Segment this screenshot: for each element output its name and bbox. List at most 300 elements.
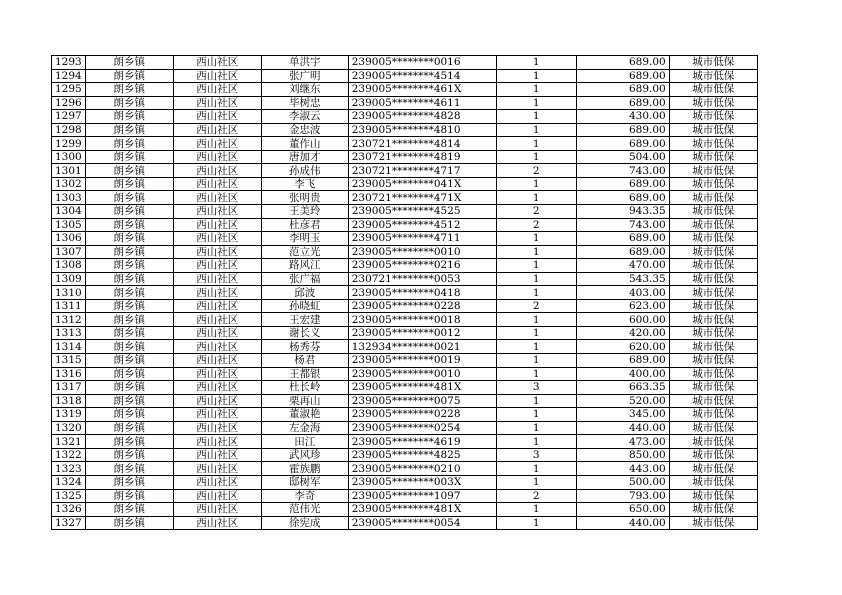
name-cell: 霍族鹏 xyxy=(261,462,348,476)
id-number-cell: 239005********4514 xyxy=(348,69,496,83)
household-count-cell: 1 xyxy=(496,259,576,273)
name-cell: 栗再山 xyxy=(261,394,348,408)
community-cell: 西山社区 xyxy=(173,489,261,503)
community-cell: 西山社区 xyxy=(173,354,261,368)
id-number-cell: 239005********4611 xyxy=(348,96,496,110)
community-cell: 西山社区 xyxy=(173,191,261,205)
id-number-cell: 239005********4825 xyxy=(348,448,496,462)
amount-cell: 689.00 xyxy=(576,96,669,110)
household-count-cell: 2 xyxy=(496,299,576,313)
town-cell: 朗乡镇 xyxy=(85,150,173,164)
town-cell: 朗乡镇 xyxy=(85,83,173,97)
assistance-type-cell: 城市低保 xyxy=(669,367,757,381)
assistance-type-cell: 城市低保 xyxy=(669,218,757,232)
table-row xyxy=(52,177,758,191)
id-number-cell: 239005********0010 xyxy=(348,245,496,259)
table-row xyxy=(52,516,758,530)
row-number-cell: 1314 xyxy=(52,340,86,354)
table-row xyxy=(52,394,758,408)
household-count-cell: 1 xyxy=(496,516,576,530)
row-number-cell: 1318 xyxy=(52,394,86,408)
table-row xyxy=(52,96,758,110)
household-count-cell: 1 xyxy=(496,137,576,151)
row-number-cell: 1319 xyxy=(52,408,86,422)
community-cell: 西山社区 xyxy=(173,83,261,97)
town-cell: 朗乡镇 xyxy=(85,286,173,300)
id-number-cell: 239005********0012 xyxy=(348,326,496,340)
assistance-type-cell: 城市低保 xyxy=(669,448,757,462)
row-number-cell: 1294 xyxy=(52,69,86,83)
table-row xyxy=(52,164,758,178)
community-cell: 西山社区 xyxy=(173,448,261,462)
household-count-cell: 1 xyxy=(496,191,576,205)
table-row xyxy=(52,299,758,313)
community-cell: 西山社区 xyxy=(173,205,261,219)
community-cell: 西山社区 xyxy=(173,475,261,489)
id-number-cell: 230721********4819 xyxy=(348,150,496,164)
household-count-cell: 1 xyxy=(496,394,576,408)
town-cell: 朗乡镇 xyxy=(85,96,173,110)
table-row xyxy=(52,421,758,435)
assistance-type-cell: 城市低保 xyxy=(669,435,757,449)
household-count-cell: 1 xyxy=(496,123,576,137)
welfare-recipient-table xyxy=(51,55,758,530)
community-cell: 西山社区 xyxy=(173,110,261,124)
id-number-cell: 239005********481X xyxy=(348,381,496,395)
town-cell: 朗乡镇 xyxy=(85,475,173,489)
amount-cell: 743.00 xyxy=(576,218,669,232)
id-number-cell: 230721********4814 xyxy=(348,137,496,151)
amount-cell: 689.00 xyxy=(576,354,669,368)
community-cell: 西山社区 xyxy=(173,516,261,530)
town-cell: 朗乡镇 xyxy=(85,394,173,408)
name-cell: 路风江 xyxy=(261,259,348,273)
assistance-type-cell: 城市低保 xyxy=(669,232,757,246)
id-number-cell: 239005********0018 xyxy=(348,313,496,327)
assistance-type-cell: 城市低保 xyxy=(669,191,757,205)
assistance-type-cell: 城市低保 xyxy=(669,408,757,422)
household-count-cell: 1 xyxy=(496,110,576,124)
town-cell: 朗乡镇 xyxy=(85,299,173,313)
row-number-cell: 1312 xyxy=(52,313,86,327)
amount-cell: 943.35 xyxy=(576,205,669,219)
row-number-cell: 1309 xyxy=(52,272,86,286)
town-cell: 朗乡镇 xyxy=(85,205,173,219)
amount-cell: 520.00 xyxy=(576,394,669,408)
community-cell: 西山社区 xyxy=(173,177,261,191)
row-number-cell: 1293 xyxy=(52,56,86,70)
table-row xyxy=(52,475,758,489)
name-cell: 李明玉 xyxy=(261,232,348,246)
id-number-cell: 239005********0418 xyxy=(348,286,496,300)
assistance-type-cell: 城市低保 xyxy=(669,516,757,530)
household-count-cell: 1 xyxy=(496,150,576,164)
community-cell: 西山社区 xyxy=(173,367,261,381)
community-cell: 西山社区 xyxy=(173,421,261,435)
id-number-cell: 239005********0228 xyxy=(348,299,496,313)
id-number-cell: 239005********4512 xyxy=(348,218,496,232)
amount-cell: 440.00 xyxy=(576,421,669,435)
assistance-type-cell: 城市低保 xyxy=(669,313,757,327)
household-count-cell: 2 xyxy=(496,218,576,232)
community-cell: 西山社区 xyxy=(173,150,261,164)
community-cell: 西山社区 xyxy=(173,259,261,273)
table-row xyxy=(52,272,758,286)
row-number-cell: 1304 xyxy=(52,205,86,219)
amount-cell: 689.00 xyxy=(576,123,669,137)
amount-cell: 850.00 xyxy=(576,448,669,462)
name-cell: 王宏建 xyxy=(261,313,348,327)
name-cell: 李淑云 xyxy=(261,110,348,124)
assistance-type-cell: 城市低保 xyxy=(669,326,757,340)
town-cell: 朗乡镇 xyxy=(85,56,173,70)
row-number-cell: 1303 xyxy=(52,191,86,205)
community-cell: 西山社区 xyxy=(173,69,261,83)
town-cell: 朗乡镇 xyxy=(85,340,173,354)
row-number-cell: 1296 xyxy=(52,96,86,110)
name-cell: 唐加才 xyxy=(261,150,348,164)
id-number-cell: 239005********0210 xyxy=(348,462,496,476)
id-number-cell: 239005********4810 xyxy=(348,123,496,137)
id-number-cell: 239005********461X xyxy=(348,83,496,97)
table-row xyxy=(52,69,758,83)
household-count-cell: 1 xyxy=(496,272,576,286)
household-count-cell: 1 xyxy=(496,56,576,70)
row-number-cell: 1297 xyxy=(52,110,86,124)
name-cell: 李飞 xyxy=(261,177,348,191)
town-cell: 朗乡镇 xyxy=(85,448,173,462)
community-cell: 西山社区 xyxy=(173,299,261,313)
row-number-cell: 1300 xyxy=(52,150,86,164)
id-number-cell: 230721********0053 xyxy=(348,272,496,286)
town-cell: 朗乡镇 xyxy=(85,326,173,340)
town-cell: 朗乡镇 xyxy=(85,259,173,273)
row-number-cell: 1311 xyxy=(52,299,86,313)
id-number-cell: 239005********0054 xyxy=(348,516,496,530)
table-row xyxy=(52,286,758,300)
table-row xyxy=(52,83,758,97)
town-cell: 朗乡镇 xyxy=(85,218,173,232)
town-cell: 朗乡镇 xyxy=(85,516,173,530)
table-row xyxy=(52,354,758,368)
table-row xyxy=(52,326,758,340)
name-cell: 杨秀芬 xyxy=(261,340,348,354)
assistance-type-cell: 城市低保 xyxy=(669,69,757,83)
row-number-cell: 1316 xyxy=(52,367,86,381)
household-count-cell: 1 xyxy=(496,408,576,422)
id-number-cell: 230721********4717 xyxy=(348,164,496,178)
name-cell: 李奇 xyxy=(261,489,348,503)
id-number-cell: 239005********4619 xyxy=(348,435,496,449)
community-cell: 西山社区 xyxy=(173,381,261,395)
row-number-cell: 1317 xyxy=(52,381,86,395)
assistance-type-cell: 城市低保 xyxy=(669,110,757,124)
assistance-type-cell: 城市低保 xyxy=(669,394,757,408)
town-cell: 朗乡镇 xyxy=(85,69,173,83)
table-row xyxy=(52,489,758,503)
name-cell: 杨君 xyxy=(261,354,348,368)
name-cell: 张广福 xyxy=(261,272,348,286)
name-cell: 徐宪成 xyxy=(261,516,348,530)
household-count-cell: 1 xyxy=(496,69,576,83)
household-count-cell: 2 xyxy=(496,164,576,178)
row-number-cell: 1327 xyxy=(52,516,86,530)
row-number-cell: 1321 xyxy=(52,435,86,449)
id-number-cell: 230721********471X xyxy=(348,191,496,205)
table-row xyxy=(52,503,758,517)
row-number-cell: 1295 xyxy=(52,83,86,97)
amount-cell: 689.00 xyxy=(576,245,669,259)
community-cell: 西山社区 xyxy=(173,232,261,246)
id-number-cell: 239005********0010 xyxy=(348,367,496,381)
name-cell: 董淑艳 xyxy=(261,408,348,422)
table-row xyxy=(52,232,758,246)
amount-cell: 345.00 xyxy=(576,408,669,422)
name-cell: 武风珍 xyxy=(261,448,348,462)
town-cell: 朗乡镇 xyxy=(85,367,173,381)
name-cell: 张明贵 xyxy=(261,191,348,205)
table-row xyxy=(52,123,758,137)
town-cell: 朗乡镇 xyxy=(85,462,173,476)
household-count-cell: 2 xyxy=(496,489,576,503)
name-cell: 孙晓虹 xyxy=(261,299,348,313)
household-count-cell: 1 xyxy=(496,83,576,97)
id-number-cell: 239005********0016 xyxy=(348,56,496,70)
assistance-type-cell: 城市低保 xyxy=(669,421,757,435)
id-number-cell: 239005********0228 xyxy=(348,408,496,422)
table-row xyxy=(52,259,758,273)
table-row xyxy=(52,435,758,449)
town-cell: 朗乡镇 xyxy=(85,421,173,435)
row-number-cell: 1301 xyxy=(52,164,86,178)
id-number-cell: 239005********481X xyxy=(348,503,496,517)
assistance-type-cell: 城市低保 xyxy=(669,96,757,110)
name-cell: 王都银 xyxy=(261,367,348,381)
assistance-type-cell: 城市低保 xyxy=(669,475,757,489)
name-cell: 单洪宇 xyxy=(261,56,348,70)
community-cell: 西山社区 xyxy=(173,408,261,422)
assistance-type-cell: 城市低保 xyxy=(669,299,757,313)
row-number-cell: 1325 xyxy=(52,489,86,503)
amount-cell: 473.00 xyxy=(576,435,669,449)
amount-cell: 620.00 xyxy=(576,340,669,354)
amount-cell: 400.00 xyxy=(576,367,669,381)
community-cell: 西山社区 xyxy=(173,96,261,110)
community-cell: 西山社区 xyxy=(173,123,261,137)
id-number-cell: 132934********0021 xyxy=(348,340,496,354)
table-row xyxy=(52,367,758,381)
row-number-cell: 1323 xyxy=(52,462,86,476)
id-number-cell: 239005********003X xyxy=(348,475,496,489)
amount-cell: 689.00 xyxy=(576,69,669,83)
id-number-cell: 239005********4828 xyxy=(348,110,496,124)
town-cell: 朗乡镇 xyxy=(85,245,173,259)
row-number-cell: 1310 xyxy=(52,286,86,300)
name-cell: 毕树忠 xyxy=(261,96,348,110)
assistance-type-cell: 城市低保 xyxy=(669,340,757,354)
amount-cell: 689.00 xyxy=(576,56,669,70)
amount-cell: 600.00 xyxy=(576,313,669,327)
amount-cell: 500.00 xyxy=(576,475,669,489)
assistance-type-cell: 城市低保 xyxy=(669,177,757,191)
assistance-type-cell: 城市低保 xyxy=(669,150,757,164)
household-count-cell: 1 xyxy=(496,354,576,368)
row-number-cell: 1324 xyxy=(52,475,86,489)
row-number-cell: 1315 xyxy=(52,354,86,368)
amount-cell: 403.00 xyxy=(576,286,669,300)
town-cell: 朗乡镇 xyxy=(85,110,173,124)
assistance-type-cell: 城市低保 xyxy=(669,137,757,151)
assistance-type-cell: 城市低保 xyxy=(669,164,757,178)
assistance-type-cell: 城市低保 xyxy=(669,56,757,70)
assistance-type-cell: 城市低保 xyxy=(669,123,757,137)
household-count-cell: 1 xyxy=(496,421,576,435)
household-count-cell: 1 xyxy=(496,475,576,489)
name-cell: 刘继东 xyxy=(261,83,348,97)
row-number-cell: 1308 xyxy=(52,259,86,273)
table-row xyxy=(52,245,758,259)
row-number-cell: 1326 xyxy=(52,503,86,517)
table-row xyxy=(52,218,758,232)
assistance-type-cell: 城市低保 xyxy=(669,259,757,273)
household-count-cell: 1 xyxy=(496,462,576,476)
amount-cell: 663.35 xyxy=(576,381,669,395)
id-number-cell: 239005********0075 xyxy=(348,394,496,408)
name-cell: 范伟光 xyxy=(261,503,348,517)
amount-cell: 689.00 xyxy=(576,191,669,205)
household-count-cell: 1 xyxy=(496,232,576,246)
name-cell: 金忠波 xyxy=(261,123,348,137)
community-cell: 西山社区 xyxy=(173,137,261,151)
household-count-cell: 1 xyxy=(496,326,576,340)
amount-cell: 470.00 xyxy=(576,259,669,273)
town-cell: 朗乡镇 xyxy=(85,232,173,246)
id-number-cell: 239005********1097 xyxy=(348,489,496,503)
assistance-type-cell: 城市低保 xyxy=(669,205,757,219)
assistance-type-cell: 城市低保 xyxy=(669,503,757,517)
table-row xyxy=(52,150,758,164)
name-cell: 王美玲 xyxy=(261,205,348,219)
town-cell: 朗乡镇 xyxy=(85,177,173,191)
household-count-cell: 1 xyxy=(496,340,576,354)
town-cell: 朗乡镇 xyxy=(85,381,173,395)
assistance-type-cell: 城市低保 xyxy=(669,462,757,476)
community-cell: 西山社区 xyxy=(173,313,261,327)
name-cell: 邱波 xyxy=(261,286,348,300)
amount-cell: 689.00 xyxy=(576,83,669,97)
table-row xyxy=(52,313,758,327)
assistance-type-cell: 城市低保 xyxy=(669,489,757,503)
row-number-cell: 1322 xyxy=(52,448,86,462)
assistance-type-cell: 城市低保 xyxy=(669,272,757,286)
name-cell: 左金海 xyxy=(261,421,348,435)
household-count-cell: 1 xyxy=(496,367,576,381)
household-count-cell: 1 xyxy=(496,313,576,327)
amount-cell: 443.00 xyxy=(576,462,669,476)
amount-cell: 650.00 xyxy=(576,503,669,517)
town-cell: 朗乡镇 xyxy=(85,354,173,368)
household-count-cell: 1 xyxy=(496,177,576,191)
amount-cell: 743.00 xyxy=(576,164,669,178)
name-cell: 孙成伟 xyxy=(261,164,348,178)
assistance-type-cell: 城市低保 xyxy=(669,354,757,368)
assistance-type-cell: 城市低保 xyxy=(669,245,757,259)
name-cell: 范立光 xyxy=(261,245,348,259)
row-number-cell: 1298 xyxy=(52,123,86,137)
community-cell: 西山社区 xyxy=(173,435,261,449)
community-cell: 西山社区 xyxy=(173,503,261,517)
town-cell: 朗乡镇 xyxy=(85,503,173,517)
row-number-cell: 1305 xyxy=(52,218,86,232)
table-row xyxy=(52,137,758,151)
household-count-cell: 2 xyxy=(496,205,576,219)
name-cell: 张广明 xyxy=(261,69,348,83)
community-cell: 西山社区 xyxy=(173,245,261,259)
table-row xyxy=(52,408,758,422)
town-cell: 朗乡镇 xyxy=(85,272,173,286)
table-row xyxy=(52,205,758,219)
table-row xyxy=(52,191,758,205)
row-number-cell: 1320 xyxy=(52,421,86,435)
name-cell: 杜彦君 xyxy=(261,218,348,232)
table-row xyxy=(52,381,758,395)
table-row xyxy=(52,462,758,476)
name-cell: 谢长义 xyxy=(261,326,348,340)
town-cell: 朗乡镇 xyxy=(85,123,173,137)
assistance-type-cell: 城市低保 xyxy=(669,381,757,395)
town-cell: 朗乡镇 xyxy=(85,313,173,327)
town-cell: 朗乡镇 xyxy=(85,489,173,503)
table-row xyxy=(52,340,758,354)
row-number-cell: 1313 xyxy=(52,326,86,340)
household-count-cell: 3 xyxy=(496,448,576,462)
town-cell: 朗乡镇 xyxy=(85,191,173,205)
household-count-cell: 3 xyxy=(496,381,576,395)
amount-cell: 689.00 xyxy=(576,137,669,151)
table-row xyxy=(52,56,758,70)
household-count-cell: 1 xyxy=(496,503,576,517)
community-cell: 西山社区 xyxy=(173,272,261,286)
town-cell: 朗乡镇 xyxy=(85,164,173,178)
amount-cell: 430.00 xyxy=(576,110,669,124)
amount-cell: 689.00 xyxy=(576,177,669,191)
household-count-cell: 1 xyxy=(496,96,576,110)
town-cell: 朗乡镇 xyxy=(85,137,173,151)
community-cell: 西山社区 xyxy=(173,326,261,340)
community-cell: 西山社区 xyxy=(173,218,261,232)
amount-cell: 623.00 xyxy=(576,299,669,313)
community-cell: 西山社区 xyxy=(173,286,261,300)
row-number-cell: 1307 xyxy=(52,245,86,259)
name-cell: 董作山 xyxy=(261,137,348,151)
table-body xyxy=(52,56,758,530)
row-number-cell: 1299 xyxy=(52,137,86,151)
id-number-cell: 239005********041X xyxy=(348,177,496,191)
id-number-cell: 239005********4525 xyxy=(348,205,496,219)
amount-cell: 440.00 xyxy=(576,516,669,530)
id-number-cell: 239005********0254 xyxy=(348,421,496,435)
assistance-type-cell: 城市低保 xyxy=(669,286,757,300)
community-cell: 西山社区 xyxy=(173,56,261,70)
amount-cell: 793.00 xyxy=(576,489,669,503)
amount-cell: 420.00 xyxy=(576,326,669,340)
amount-cell: 504.00 xyxy=(576,150,669,164)
name-cell: 杜长岭 xyxy=(261,381,348,395)
table-row xyxy=(52,110,758,124)
id-number-cell: 239005********0019 xyxy=(348,354,496,368)
community-cell: 西山社区 xyxy=(173,462,261,476)
household-count-cell: 1 xyxy=(496,286,576,300)
